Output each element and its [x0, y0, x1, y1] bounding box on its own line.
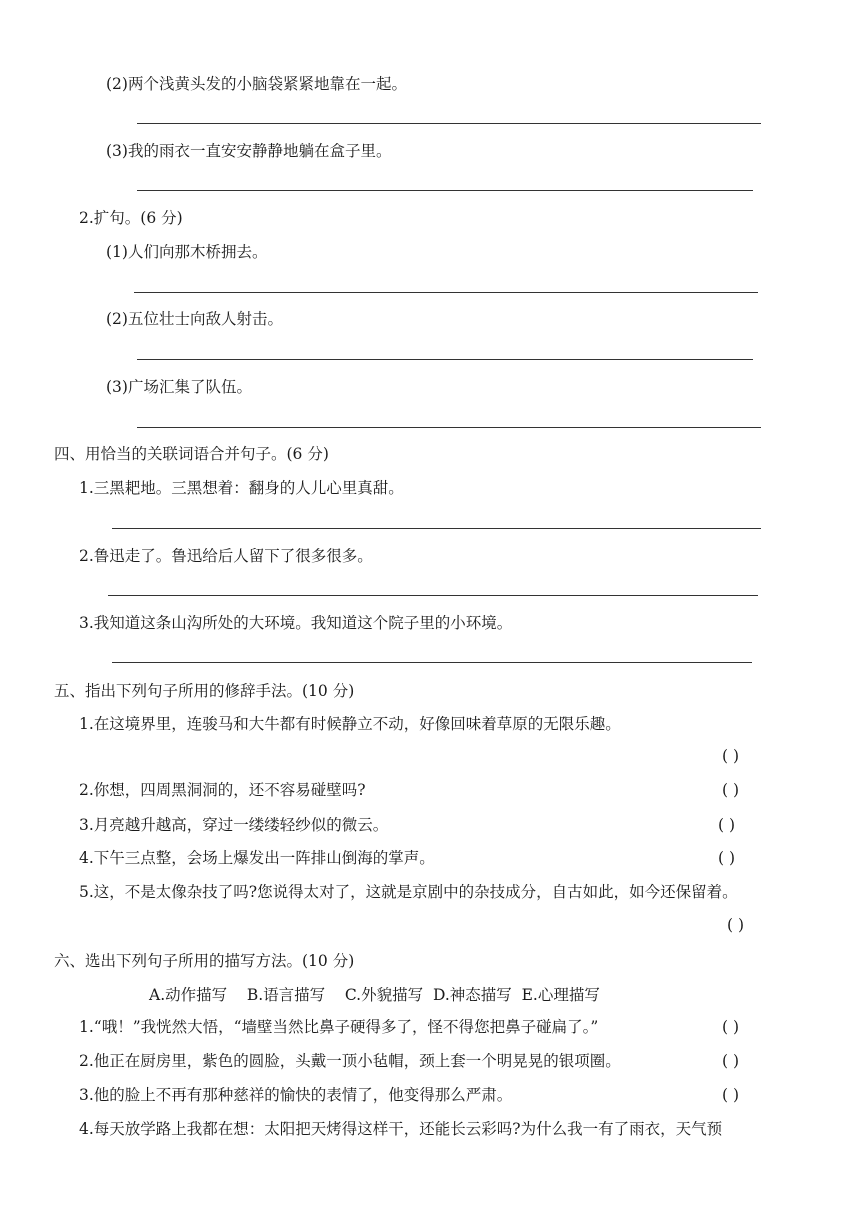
answer-blank[interactable]: ( ) [722, 1052, 740, 1070]
section-6-heading: 六、选出下列句子所用的描写方法。(10 分) [54, 952, 355, 970]
combine-item-2: 2.鲁迅走了。鲁迅给后人留下了很多很多。 [79, 547, 373, 565]
method-item-3: 3.他的脸上不再有那种慈祥的愉快的表情了，他变得那么严肃。 [79, 1086, 513, 1104]
method-item-2: 2.他正在厨房里，紫色的圆脸，头戴一顶小毡帽，颈上套一个明晃晃的银项圈。 [79, 1052, 621, 1070]
rhetoric-item-5: 5.这，不是太像杂技了吗?您说得太对了，这就是京剧中的杂技成分，自古如此，如今还保留着。 [79, 883, 738, 901]
expand-heading: 2.扩句。(6 分) [79, 209, 183, 227]
rhetoric-item-1: 1.在这境界里，连骏马和大牛都有时候静立不动，好像回味着草原的无限乐趣。 [79, 715, 621, 733]
combine-item-1: 1.三黑耙地。三黑想着：翻身的人儿心里真甜。 [79, 479, 404, 497]
answer-line[interactable] [112, 662, 752, 663]
rhetoric-item-2: 2.你想，四周黑洞洞的，还不容易碰壁吗? [79, 781, 366, 799]
combine-item-3: 3.我知道这条山沟所处的大环境。我知道这个院子里的小环境。 [79, 614, 513, 632]
answer-blank[interactable]: ( ) [722, 781, 740, 799]
answer-blank[interactable]: ( ) [718, 849, 736, 867]
expand-item-3: (3)广场汇集了队伍。 [106, 378, 252, 396]
answer-blank[interactable]: ( ) [727, 916, 745, 934]
answer-blank[interactable]: ( ) [718, 816, 736, 834]
answer-line[interactable] [137, 359, 753, 360]
shorten-item-2: (2)两个浅黄头发的小脑袋紧紧地靠在一起。 [106, 75, 407, 93]
method-options: A.动作描写 B.语言描写 C.外貌描写 D.神态描写 E.心理描写 [149, 986, 600, 1004]
answer-line[interactable] [137, 427, 761, 428]
answer-blank[interactable]: ( ) [722, 1018, 740, 1036]
answer-line[interactable] [137, 190, 753, 191]
shorten-item-3: (3)我的雨衣一直安安静静地躺在盒子里。 [106, 142, 392, 160]
answer-line[interactable] [137, 123, 761, 124]
rhetoric-item-4: 4.下午三点整，会场上爆发出一阵排山倒海的掌声。 [79, 849, 435, 867]
rhetoric-item-3: 3.月亮越升越高，穿过一缕缕轻纱似的微云。 [79, 816, 389, 834]
answer-line[interactable] [108, 595, 758, 596]
answer-line[interactable] [134, 292, 758, 293]
method-item-1: 1.“哦！”我恍然大悟，“墙壁当然比鼻子硬得多了，怪不得您把鼻子碰扁了。” [79, 1018, 599, 1036]
section-5-heading: 五、指出下列句子所用的修辞手法。(10 分) [54, 682, 355, 700]
section-4-heading: 四、用恰当的关联词语合并句子。(6 分) [54, 445, 329, 463]
answer-blank[interactable]: ( ) [722, 747, 740, 765]
answer-blank[interactable]: ( ) [722, 1086, 740, 1104]
expand-item-2: (2)五位壮士向敌人射击。 [106, 310, 283, 328]
answer-line[interactable] [112, 528, 761, 529]
expand-item-1: (1)人们向那木桥拥去。 [106, 243, 268, 261]
method-item-4: 4.每天放学路上我都在想：太阳把天烤得这样干，还能长云彩吗?为什么我一有了雨衣，天气预 [79, 1120, 723, 1138]
